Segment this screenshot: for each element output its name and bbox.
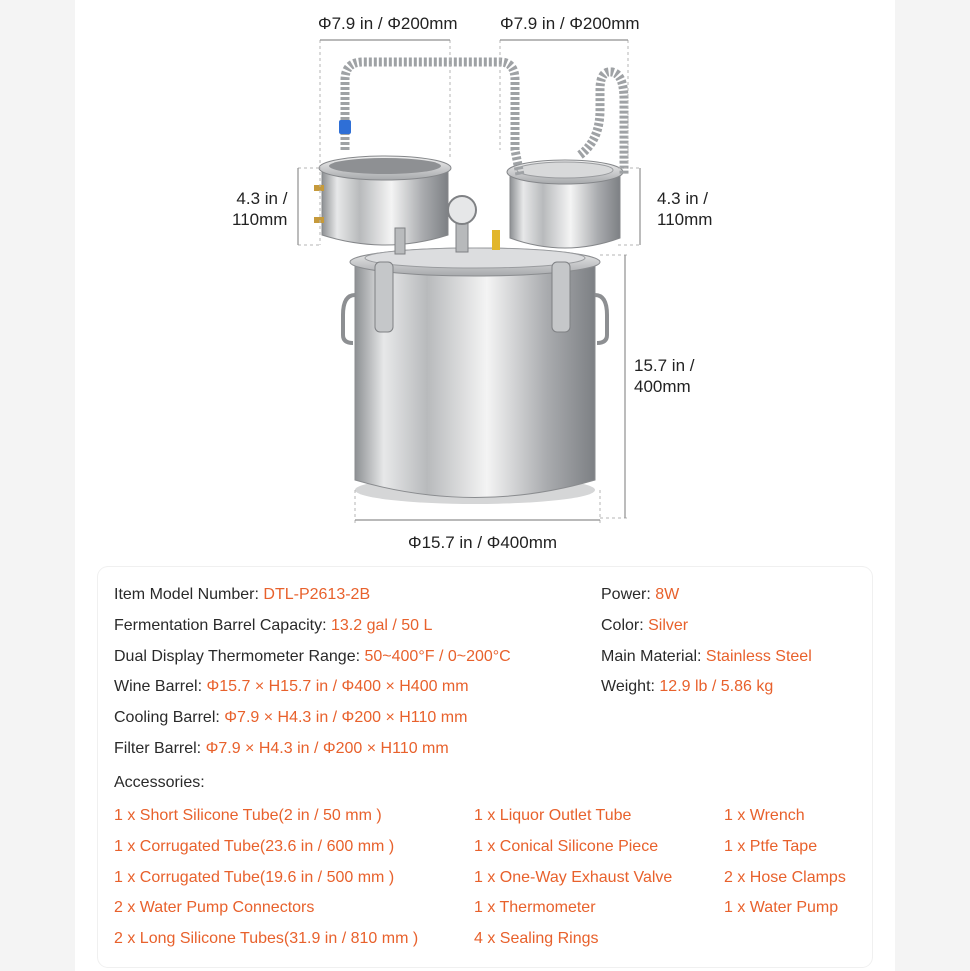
filter-barrel	[492, 160, 623, 250]
barrel-height-label: 15.7 in / 400mm	[634, 356, 695, 396]
spec-cooling-barrel: Cooling Barrel: Φ7.9 × H4.3 in / Φ200 × H110 mm	[114, 709, 468, 726]
accessory-item: 1 x Wrench	[724, 807, 805, 824]
accessory-item: 1 x Liquor Outlet Tube	[474, 807, 632, 824]
spec-wine-barrel: Wine Barrel: Φ15.7 × H15.7 in / Φ400 × H400 mm	[114, 678, 469, 695]
spec-capacity: Fermentation Barrel Capacity: 13.2 gal / 50 L	[114, 617, 433, 634]
left-height-label: 4.3 in / 110mm	[232, 189, 288, 229]
spec-weight: Weight: 12.9 lb / 5.86 kg	[601, 678, 774, 695]
accessory-item: 1 x Corrugated Tube(23.6 in / 600 mm )	[114, 838, 395, 855]
spec-model: Item Model Number: DTL-P2613-2B	[114, 586, 371, 603]
accessory-item: 1 x Water Pump	[724, 899, 839, 916]
spec-thermometer-range: Dual Display Thermometer Range: 50~400°F / 0~200°C	[114, 648, 511, 665]
accessory-item: 1 x Thermometer	[474, 899, 596, 916]
thermometer-gauge	[448, 196, 476, 252]
accessory-item: 1 x Conical Silicone Piece	[474, 838, 659, 855]
accessories-heading: Accessories:	[114, 774, 205, 791]
accessory-item: 4 x Sealing Rings	[474, 930, 599, 947]
accessory-item: 2 x Hose Clamps	[724, 869, 846, 886]
accessory-item: 2 x Long Silicone Tubes(31.9 in / 810 mm )	[114, 930, 419, 947]
spec-filter-barrel: Filter Barrel: Φ7.9 × H4.3 in / Φ200 × H110 mm	[114, 740, 449, 757]
fermentation-barrel	[343, 248, 607, 504]
accessory-item: 1 x Short Silicone Tube(2 in / 50 mm )	[114, 807, 382, 824]
cooling-barrel	[314, 156, 451, 254]
spec-color: Color: Silver	[601, 617, 689, 634]
accessory-item: 2 x Water Pump Connectors	[114, 899, 315, 916]
top-left-diameter-label: Φ7.9 in / Φ200mm	[318, 14, 458, 33]
accessory-item: 1 x Ptfe Tape	[724, 838, 818, 855]
accessory-item: 1 x Corrugated Tube(19.6 in / 500 mm )	[114, 869, 395, 886]
accessory-item: 1 x One-Way Exhaust Valve	[474, 869, 673, 886]
spec-material: Main Material: Stainless Steel	[601, 648, 812, 665]
barrel-diameter-label: Φ15.7 in / Φ400mm	[408, 533, 558, 552]
right-height-label: 4.3 in / 110mm	[657, 189, 713, 229]
top-right-diameter-label: Φ7.9 in / Φ200mm	[500, 14, 640, 33]
spec-power: Power: 8W	[601, 586, 680, 603]
